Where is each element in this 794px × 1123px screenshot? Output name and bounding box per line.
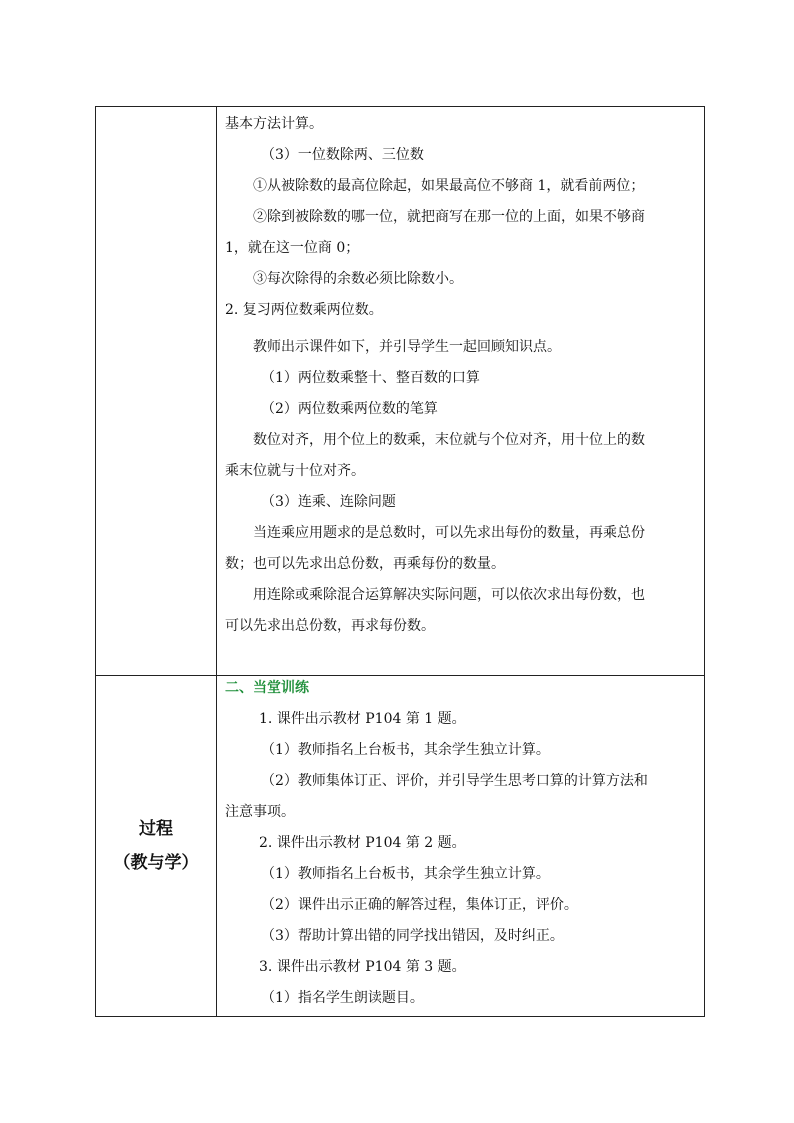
content-cell-review <box>217 107 704 675</box>
text-line: （2）课件出示正确的解答过程，集体订正，评价。 <box>261 897 578 913</box>
text-line: （3）帮助计算出错的同学找出错因，及时纠正。 <box>261 928 564 944</box>
text-line: 用连除或乘除混合运算解决实际问题，可以依次求出每份数，也 <box>253 587 645 603</box>
text-line: 教师出示课件如下，并引导学生一起回顾知识点。 <box>253 339 561 355</box>
process-sublabel: （教与学） <box>113 852 199 873</box>
text-line: 3. 课件出示教材 P104 第 3 题。 <box>259 959 466 975</box>
text-line: 乘末位就与十位对齐。 <box>225 463 365 479</box>
text-line: （2）教师集体订正、评价，并引导学生思考口算的计算方法和 <box>261 773 648 789</box>
text-line: （3）连乘、连除问题 <box>261 494 396 510</box>
text-line: （1）教师指名上台板书，其余学生独立计算。 <box>261 866 550 882</box>
text-line: 基本方法计算。 <box>225 116 323 132</box>
text-line: 1. 课件出示教材 P104 第 1 题。 <box>259 711 466 727</box>
text-line: 注意事项。 <box>225 804 295 820</box>
text-line: （1）教师指名上台板书，其余学生独立计算。 <box>261 742 550 758</box>
text-line: 可以先求出总份数，再求每份数。 <box>225 618 435 634</box>
text-line: （1）指名学生朗读题目。 <box>261 990 424 1006</box>
lesson-table <box>95 106 705 1017</box>
text-line: （1）两位数乘整十、整百数的口算 <box>261 370 480 386</box>
text-line: 2. 复习两位数乘两位数。 <box>225 302 383 318</box>
text-line: ③每次除得的余数必须比除数小。 <box>253 271 463 287</box>
text-line: 数；也可以先求出总份数，再乘每份的数量。 <box>225 556 505 572</box>
text-line: （3）一位数除两、三位数 <box>261 147 424 163</box>
section-heading: 二、当堂训练 <box>225 680 309 696</box>
text-line: ②除到被除数的哪一位，就把商写在那一位的上面，如果不够商 <box>253 209 645 225</box>
process-label: 过程 <box>139 818 173 839</box>
text-line: 当连乘应用题求的是总数时，可以先求出每份的数量，再乘总份 <box>253 525 645 541</box>
content-cell-practice <box>217 676 704 1016</box>
process-label-cell <box>96 675 216 1016</box>
text-line: ①从被除数的最高位除起，如果最高位不够商 1，就看前两位； <box>253 178 645 194</box>
text-line: 2. 课件出示教材 P104 第 2 题。 <box>259 835 466 851</box>
text-line: 数位对齐，用个位上的数乘，末位就与个位对齐，用十位上的数 <box>253 432 645 448</box>
text-line: 1，就在这一位商 0； <box>225 240 360 256</box>
text-line: （2）两位数乘两位数的笔算 <box>261 401 438 417</box>
